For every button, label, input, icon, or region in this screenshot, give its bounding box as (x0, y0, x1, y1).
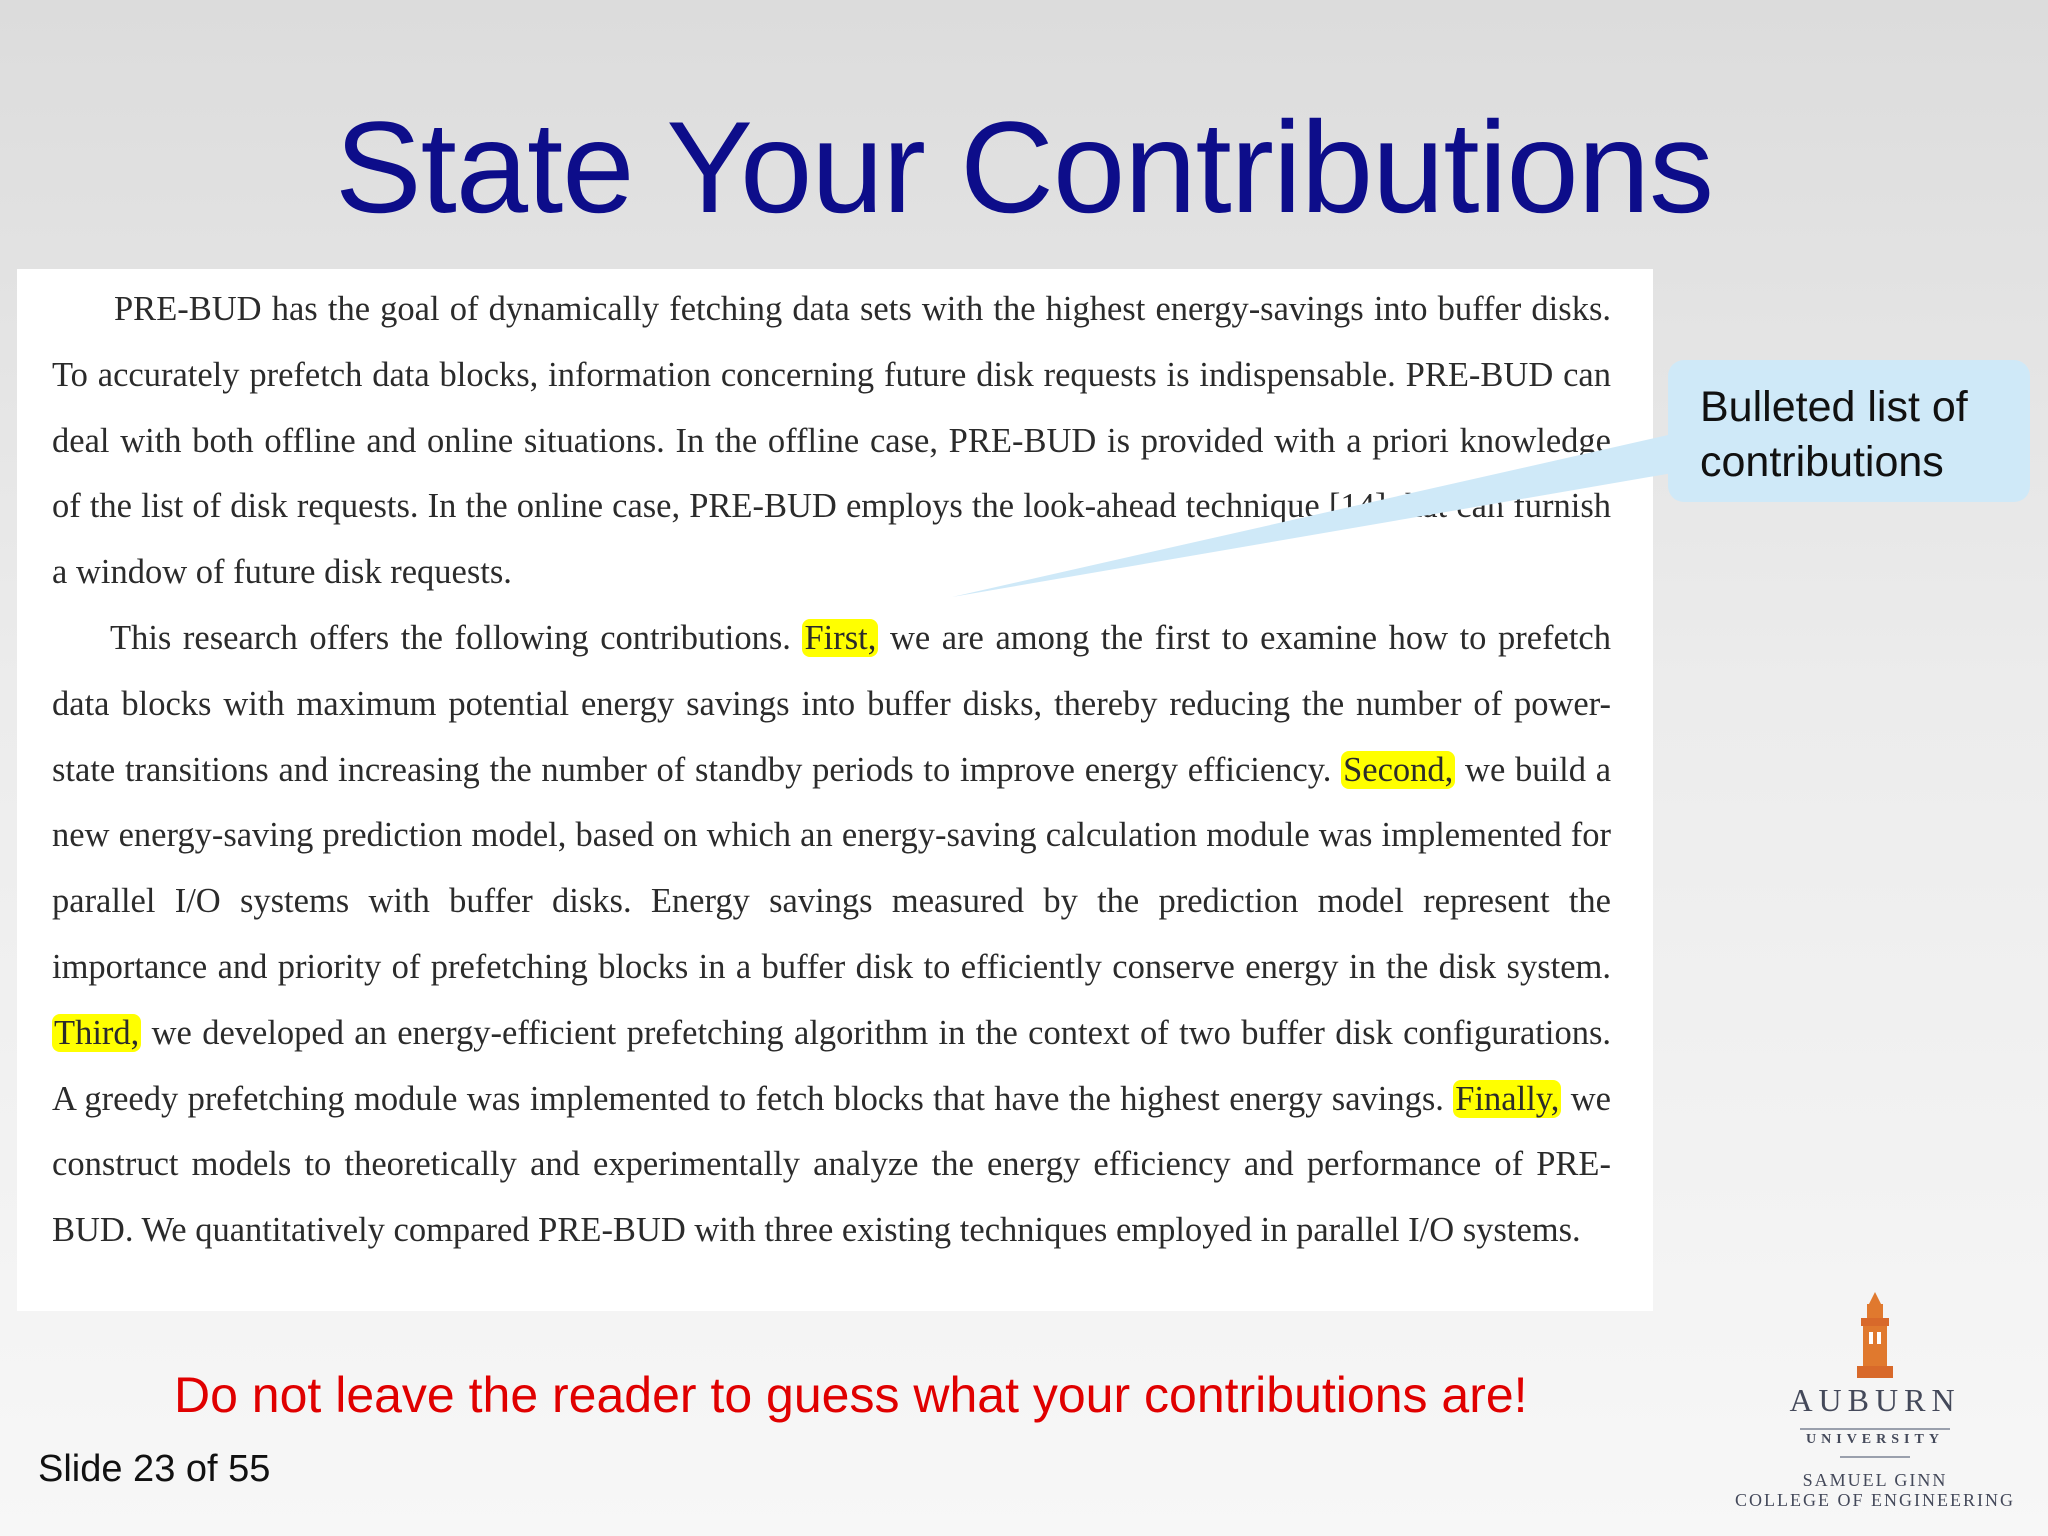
auburn-logo (1730, 1290, 2020, 1520)
logo-name: AUBURN (1789, 1382, 1961, 1418)
slide-title: State Your Contributions (334, 94, 1714, 240)
logo-college-line1: SAMUEL GINN (1802, 1470, 1948, 1490)
highlight-first: First, (804, 618, 877, 657)
logo-college-line2: COLLEGE OF ENGINEERING (1735, 1490, 2015, 1510)
highlight-finally: Finally, (1455, 1079, 1560, 1118)
contributions-lead: This research offers the following contributions. (110, 618, 803, 657)
warning-message: Do not leave the reader to guess what your contributions are! (174, 1367, 1528, 1423)
logo-divider-small (1840, 1456, 1910, 1458)
logo-divider (1800, 1428, 1950, 1430)
excerpt-paragraph-1: PRE-BUD has the goal of dynamically fetching data sets with the highest energy-savings into buffer disks. To accurately prefetch data blocks, information concerning future disk requests is indispensable. PRE-BUD can deal with both offline and online situations. In the offline case, PRE-BUD is provided with a priori knowledge of the list of disk requests. In the online case, PRE-BUD employs the look-ahead technique [14] that can furnish a window of future disk requests. (52, 290, 1611, 592)
highlight-third: Third, (54, 1013, 140, 1052)
logo-sub: UNIVERSITY (1806, 1432, 1944, 1447)
tower-icon (1835, 1290, 1915, 1382)
contribution-third-text: we developed an energy-efficient prefetching algorithm in the context of two buffer disk configurations. A greedy prefetching module was implemented to fetch blocks that have the highest energy savings. (52, 1013, 1611, 1118)
contribution-first-text: we are among the first to examine how to prefetch data blocks with maximum potential energy savings into buffer disks, thereby reducing the number of power-state transitions and increasing the number of standby periods to improve energy efficiency. (52, 618, 1611, 789)
contribution-second-text: we build a new energy-saving prediction model, based on which an energy-saving calculation module was implemented for parallel I/O systems with buffer disks. Energy savings measured by the prediction model represent the importance and priority of prefetching blocks in a buffer disk to efficiently conserve energy in the disk system. (52, 750, 1612, 986)
highlight-second: Second, (1343, 750, 1454, 789)
contribution-finally-text: we construct models to theoretically and experimentally analyze the energy efficiency and performance of PRE-BUD. We quantitatively compared PRE-BUD with three existing techniques employed in parallel I/O systems. (52, 1079, 1611, 1250)
callout-bubble (1668, 360, 2030, 502)
slide-number: Slide 23 of 55 (38, 1448, 271, 1490)
callout-text: Bulleted list of contributions (1700, 383, 1968, 486)
